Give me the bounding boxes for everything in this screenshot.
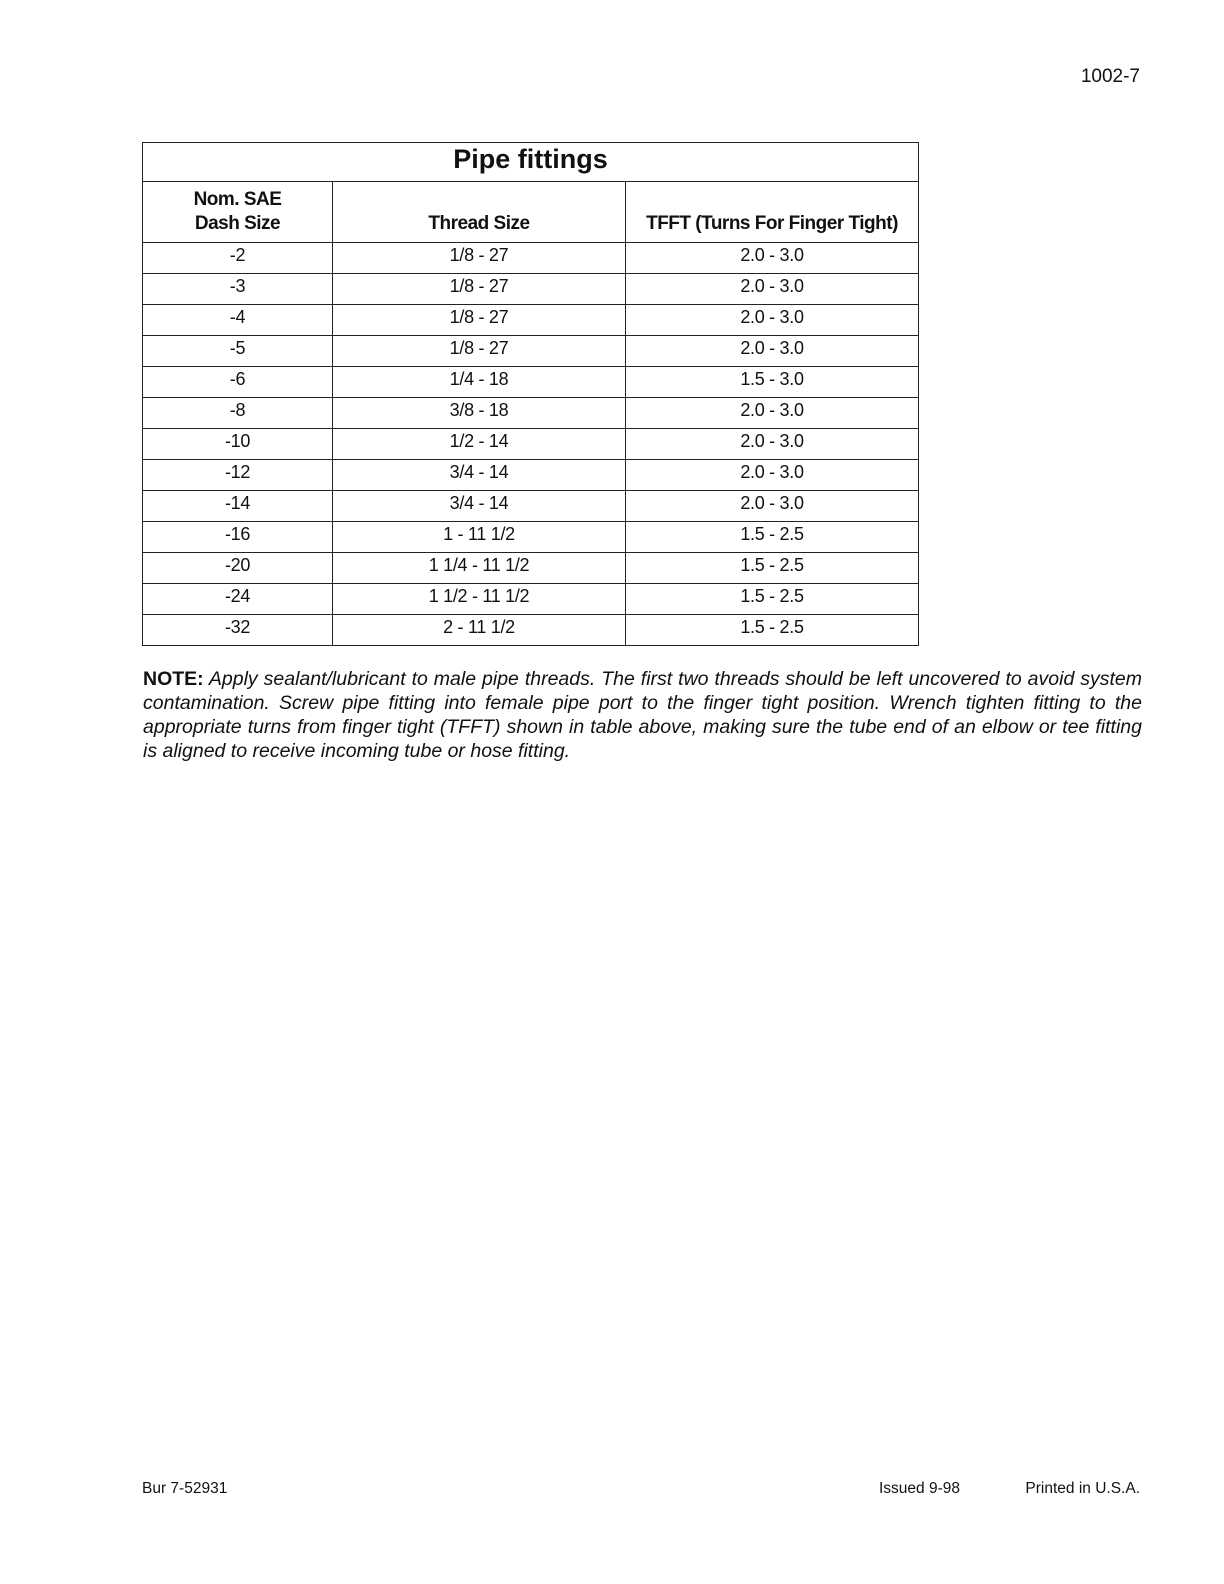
cell-dash-size: -14: [143, 491, 333, 522]
note-paragraph: [143, 667, 1142, 763]
header-dash-size-line2: Dash Size: [194, 213, 281, 234]
header-thread-size: Thread Size: [333, 182, 626, 243]
table-row: [143, 553, 919, 584]
cell-tfft: 2.0 - 3.0: [626, 274, 919, 305]
cell-thread-size: 1 - 11 1/2: [333, 522, 626, 553]
footer-printed: Printed in U.S.A.: [1025, 1480, 1140, 1497]
cell-dash-size: -5: [143, 336, 333, 367]
header-tfft: TFFT (Turns For Finger Tight): [626, 182, 919, 243]
pipe-fittings-table: [142, 142, 919, 646]
note-text: Apply sealant/lubricant to male pipe threads. The first two threads should be left uncovered to avoid system contamination. Screw pipe fitting into female pipe port to the finger tight position. Wrench tighten fitting to the appropriate turns from finger tight (TFFT) shown in table above, making sure the tube end of an elbow or tee fitting is aligned to receive incoming tube or hose fitting.: [143, 668, 1142, 762]
cell-tfft: 1.5 - 2.5: [626, 584, 919, 615]
cell-thread-size: 1 1/4 - 11 1/2: [333, 553, 626, 584]
table-row: [143, 615, 919, 646]
cell-thread-size: 2 - 11 1/2: [333, 615, 626, 646]
cell-thread-size: 3/4 - 14: [333, 491, 626, 522]
cell-dash-size: -3: [143, 274, 333, 305]
cell-dash-size: -6: [143, 367, 333, 398]
footer-issued: Issued 9-98: [879, 1480, 960, 1497]
cell-thread-size: 1/8 - 27: [333, 336, 626, 367]
cell-dash-size: -16: [143, 522, 333, 553]
table-row: [143, 367, 919, 398]
cell-tfft: 2.0 - 3.0: [626, 336, 919, 367]
header-dash-size: [143, 182, 333, 243]
cell-dash-size: -32: [143, 615, 333, 646]
cell-thread-size: 1/8 - 27: [333, 243, 626, 274]
cell-tfft: 2.0 - 3.0: [626, 398, 919, 429]
cell-tfft: 2.0 - 3.0: [626, 429, 919, 460]
cell-tfft: 1.5 - 3.0: [626, 367, 919, 398]
cell-thread-size: 1 1/2 - 11 1/2: [333, 584, 626, 615]
cell-tfft: 1.5 - 2.5: [626, 615, 919, 646]
table-row: [143, 460, 919, 491]
header-dash-size-line1: Nom. SAE: [193, 189, 282, 210]
cell-tfft: 1.5 - 2.5: [626, 553, 919, 584]
page-number: 1002-7: [1080, 66, 1140, 87]
cell-thread-size: 3/4 - 14: [333, 460, 626, 491]
cell-dash-size: -4: [143, 305, 333, 336]
cell-tfft: 2.0 - 3.0: [626, 491, 919, 522]
table-row: [143, 336, 919, 367]
footer-doc-id: Bur 7-52931: [142, 1480, 228, 1497]
cell-thread-size: 1/2 - 14: [333, 429, 626, 460]
table-body: [143, 243, 919, 646]
table-row: [143, 305, 919, 336]
cell-dash-size: -24: [143, 584, 333, 615]
cell-dash-size: -10: [143, 429, 333, 460]
cell-tfft: 2.0 - 3.0: [626, 243, 919, 274]
cell-dash-size: -2: [143, 243, 333, 274]
cell-thread-size: 1/8 - 27: [333, 274, 626, 305]
table-title: Pipe fittings: [143, 143, 919, 182]
cell-dash-size: -8: [143, 398, 333, 429]
cell-dash-size: -12: [143, 460, 333, 491]
table-row: [143, 398, 919, 429]
cell-thread-size: 1/4 - 18: [333, 367, 626, 398]
cell-tfft: 2.0 - 3.0: [626, 460, 919, 491]
cell-thread-size: 1/8 - 27: [333, 305, 626, 336]
table-row: [143, 584, 919, 615]
cell-tfft: 2.0 - 3.0: [626, 305, 919, 336]
cell-tfft: 1.5 - 2.5: [626, 522, 919, 553]
table-row: [143, 491, 919, 522]
table-row: [143, 243, 919, 274]
cell-thread-size: 3/8 - 18: [333, 398, 626, 429]
cell-dash-size: -20: [143, 553, 333, 584]
table-row: [143, 429, 919, 460]
table-row: [143, 522, 919, 553]
note-label: NOTE:: [143, 668, 204, 690]
table-row: [143, 274, 919, 305]
